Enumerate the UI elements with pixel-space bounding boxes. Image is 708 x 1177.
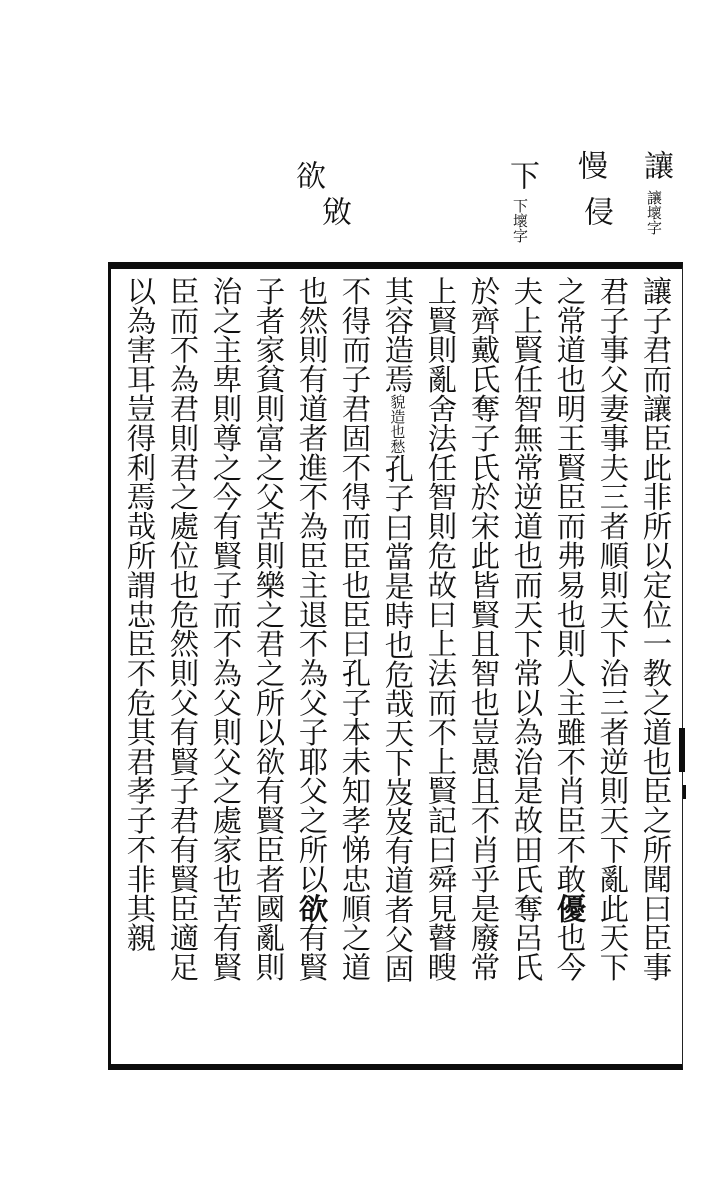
bold-char: 欲 <box>294 893 330 923</box>
text-column: 讓子君而讓臣此非所以定位一教之道也臣之所聞曰臣事 <box>638 276 673 982</box>
text-run: 也今 <box>552 922 587 982</box>
text-column <box>294 276 330 1060</box>
text-column: 子者家貧則富之父苦則樂之君之所以欲有賢臣者國亂則 <box>251 276 286 982</box>
header-char-yu: 欲 <box>290 160 325 192</box>
header-note-rang: 讓壞字 <box>645 190 663 235</box>
interlinear-note: 貌造也愁 <box>388 393 407 454</box>
header-char-duo: 敓 <box>316 196 351 228</box>
header-char-man: 慢 <box>572 150 607 182</box>
text-run: 有賢 <box>294 922 329 982</box>
text-run: 孔子曰當是時也危哉天下岌岌有道者父固 <box>380 453 415 983</box>
header-note-xia: 下壞字 <box>511 198 529 243</box>
frame-notch <box>679 728 685 772</box>
text-column: 上賢則亂舍法任智則危故曰上法而不上賢記曰舜見瞽瞍 <box>423 276 458 982</box>
header-char-rang: 讓 <box>638 150 673 182</box>
text-run: 之常道也明王賢臣而弗易也則人主雖不肖臣不敢 <box>552 276 587 894</box>
text-column: 夫上賢任智無常逆道也而天下常以為治是故田氏奪呂氏 <box>509 276 544 982</box>
text-column: 臣而不為君則君之處位也危然則父有賢子君有賢臣適足 <box>165 276 200 982</box>
frame-tick <box>683 785 686 799</box>
text-column: 治之主卑則尊之今有賢子而不為父則父之處家也苦有賢 <box>208 276 243 982</box>
text-column: 君子事父妻事夫三者順則天下治三者逆則天下亂此天下 <box>595 276 630 982</box>
text-column <box>380 276 415 1060</box>
text-run: 也然則有道者進不為臣主退不為父子耶父之所以 <box>294 276 329 894</box>
text-run: 其容造焉 <box>380 276 415 394</box>
text-column: 不得而子君固不得而臣也臣曰孔子本未知孝悌忠順之道 <box>337 276 372 982</box>
header-char-qin: 侵 <box>578 196 613 228</box>
header-char-xia: 下 <box>504 160 539 192</box>
bold-char: 優 <box>552 893 588 923</box>
text-column: 於齊戴氏奪子氏於宋此皆賢且智也豈愚且不肖乎是廢常 <box>466 276 501 982</box>
text-column: 以為害耳豈得利焉哉所謂忠臣不危其君孝子不非其親 <box>122 276 157 953</box>
text-column <box>552 276 588 1060</box>
